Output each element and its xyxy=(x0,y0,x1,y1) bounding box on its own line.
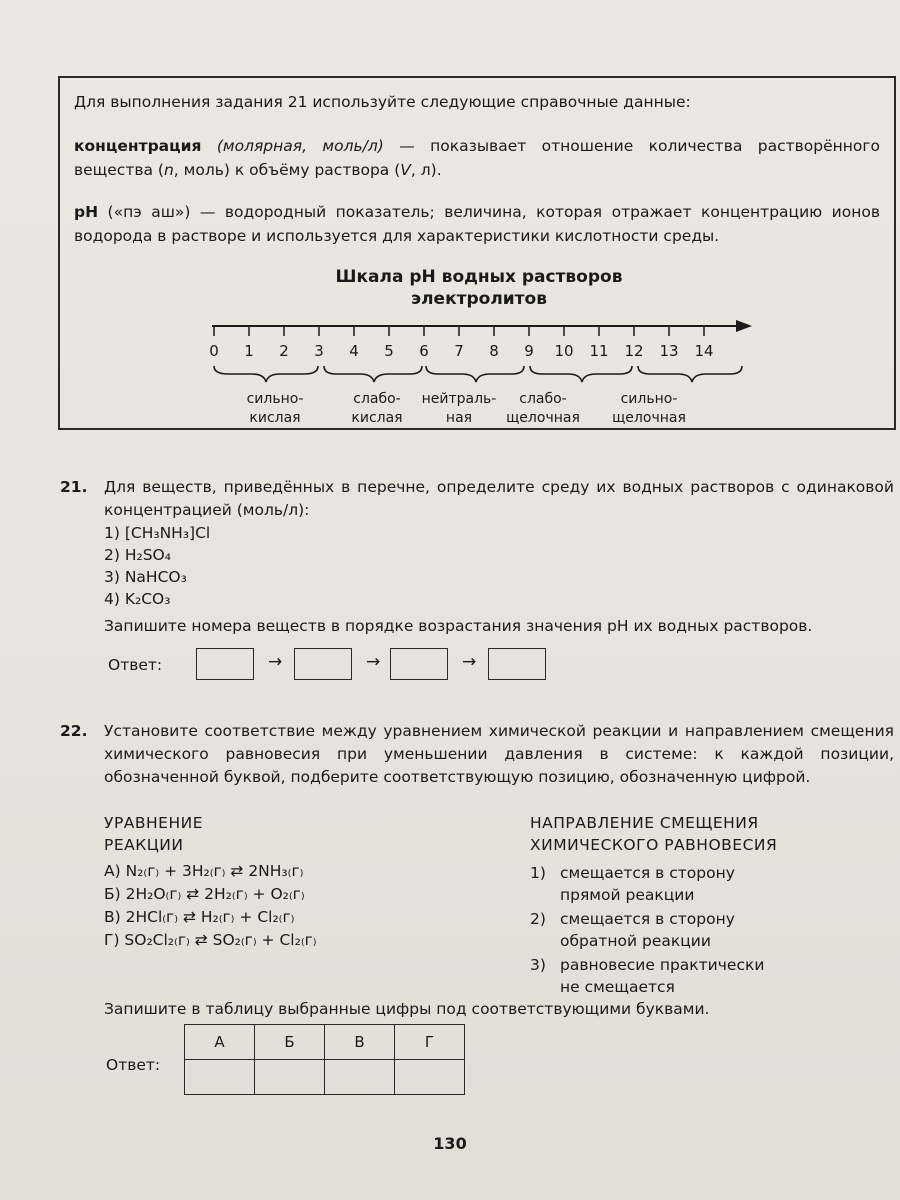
reactions-list xyxy=(104,860,317,952)
reaction-b: Б) 2H₂O₍г₎ ⇄ 2H₂₍г₎ + O₂₍г₎ xyxy=(104,885,305,903)
reaction-v: В) 2HCl₍г₎ ⇄ H₂₍г₎ + Cl₂₍г₎ xyxy=(104,908,295,926)
reaction-header-line1: УРАВНЕНИЕ xyxy=(104,814,204,832)
reference-intro: Для выполнения задания 21 используйте следующие справочные данные: xyxy=(74,93,691,111)
ph-tick-label-11: 11 xyxy=(589,342,609,360)
direction-2-l2: обратной реакции xyxy=(560,932,711,950)
task-21-number: 21. xyxy=(60,478,88,496)
ph-scale-title xyxy=(60,266,898,310)
direction-column-header xyxy=(530,812,777,856)
label-strong-acid-l2: кислая xyxy=(249,410,301,426)
direction-1-l1: смещается в сторону xyxy=(560,864,735,882)
ph-tick-label-14: 14 xyxy=(694,342,714,360)
reaction-g: Г) SO₂Cl₂₍г₎ ⇄ SO₂₍г₎ + Cl₂₍г₎ xyxy=(104,931,317,949)
label-neutral-l1: нейтраль- xyxy=(421,391,497,407)
answer-table xyxy=(184,1024,465,1095)
brace-weak-base xyxy=(530,366,632,382)
answer-box-1[interactable] xyxy=(196,648,254,680)
arrow-1: → xyxy=(268,652,283,672)
ph-tick-label-6: 6 xyxy=(419,342,429,360)
concentration-text-3: , л). xyxy=(410,161,442,179)
label-strong-acid xyxy=(220,390,330,428)
ph-text: («пэ аш») — водородный показатель; величина, которая отражает концентрацию ионов водорода в растворе и используется для характеристики кислотности среды. xyxy=(74,203,880,245)
task-22-answer-label: Ответ: xyxy=(106,1056,161,1074)
reaction-a: А) N₂₍г₎ + 3H₂₍г₎ ⇄ 2NH₃₍г₎ xyxy=(104,862,304,880)
task-21-item-2: 2) H₂SO₄ xyxy=(104,546,171,564)
answer-table-header xyxy=(185,1025,465,1060)
arrow-3: → xyxy=(462,652,477,672)
ph-definition xyxy=(74,200,880,248)
answer-table-row xyxy=(185,1060,465,1095)
ph-scale-title-line1: Шкала pH водных растворов xyxy=(335,267,623,287)
task-21-text: Для веществ, приведённых в перечне, определите среду их водных растворов с одинаковой концентрацией (моль/л): xyxy=(104,478,894,519)
label-weak-base xyxy=(488,390,598,428)
brace-strong-acid xyxy=(214,366,318,382)
task-22-number: 22. xyxy=(60,722,88,740)
direction-header-line2: ХИМИЧЕСКОГО РАВНОВЕСИЯ xyxy=(530,836,778,854)
label-strong-base xyxy=(594,390,704,428)
column-g: Г xyxy=(395,1025,465,1060)
label-neutral-l2: ная xyxy=(445,410,473,426)
ph-tick-label-3: 3 xyxy=(314,342,324,360)
ph-scale-tick-labels xyxy=(209,342,713,360)
ph-tick-label-2: 2 xyxy=(279,342,289,360)
ph-scale-arrowhead xyxy=(736,320,752,332)
task-21-item-4: 4) K₂CO₃ xyxy=(104,590,171,608)
concentration-units: (молярная, моль/л) xyxy=(216,137,384,155)
task-21-item-1: 1) [CH₃NH₃]Cl xyxy=(104,524,211,542)
direction-2-text xyxy=(560,908,735,952)
reference-box xyxy=(58,76,896,430)
task-21-instruction: Запишите номера веществ в порядке возрастания значения pH их водных растворов. xyxy=(104,617,813,635)
ph-tick-label-9: 9 xyxy=(524,342,534,360)
direction-1-text xyxy=(560,862,735,906)
brace-neutral xyxy=(426,366,524,382)
directions-list xyxy=(530,862,764,998)
direction-1-l2: прямой реакции xyxy=(560,886,695,904)
concentration-term: концентрация xyxy=(74,137,202,155)
answer-box-4[interactable] xyxy=(488,648,546,680)
arrow-2: → xyxy=(366,652,381,672)
concentration-text-2: , моль) к объёму раствора ( xyxy=(173,161,401,179)
task-22-text: Установите соответствие между уравнением химической реакции и направлением смещения химического равновесия при уменьшении давления в системе: к каждой позиции, обозначенной буквой, подберите соответствующую позицию, обозначенную цифрой. xyxy=(104,722,894,786)
concentration-text-1: — показывает отношение количества растворённого вещества ( xyxy=(74,137,880,179)
answer-cell-a[interactable] xyxy=(185,1060,255,1095)
label-weak-acid-l1: слабо- xyxy=(353,391,401,407)
column-a: А xyxy=(185,1025,255,1060)
ph-tick-label-7: 7 xyxy=(454,342,464,360)
label-weak-acid-l2: кислая xyxy=(351,410,403,426)
label-strong-base-l2: щелочная xyxy=(612,410,686,426)
direction-3-text xyxy=(560,954,764,998)
answer-box-3[interactable] xyxy=(390,648,448,680)
direction-1 xyxy=(530,862,764,906)
answer-cell-g[interactable] xyxy=(395,1060,465,1095)
task-22-instruction: Запишите в таблицу выбранные цифры под соответствующими буквами. xyxy=(104,1000,710,1018)
ph-scale-title-line2: электролитов xyxy=(411,289,547,309)
ph-term: pH xyxy=(74,203,99,221)
ph-tick-label-10: 10 xyxy=(554,342,574,360)
direction-2-l1: смещается в сторону xyxy=(560,910,735,928)
column-b: Б xyxy=(255,1025,325,1060)
ph-tick-label-1: 1 xyxy=(244,342,254,360)
direction-1-num: 1) xyxy=(530,864,546,882)
direction-3-l1: равновесие практически xyxy=(560,956,765,974)
task-21-answer-label: Ответ: xyxy=(108,656,163,674)
brace-strong-base xyxy=(638,366,742,382)
brace-weak-acid xyxy=(324,366,422,382)
direction-2 xyxy=(530,908,764,952)
label-weak-base-l2: щелочная xyxy=(506,410,580,426)
direction-3-l2: не смещается xyxy=(560,978,675,996)
reaction-column-header xyxy=(104,812,203,856)
reaction-header-line2: РЕАКЦИИ xyxy=(104,836,184,854)
ph-scale-ticks xyxy=(214,326,704,336)
label-weak-base-l1: слабо- xyxy=(519,391,567,407)
ph-tick-label-13: 13 xyxy=(659,342,679,360)
answer-cell-v[interactable] xyxy=(325,1060,395,1095)
symbol-n: n xyxy=(163,161,174,179)
direction-3 xyxy=(530,954,764,998)
ph-tick-label-5: 5 xyxy=(384,342,394,360)
label-strong-acid-l1: сильно- xyxy=(246,391,304,407)
ph-tick-label-8: 8 xyxy=(489,342,499,360)
task-21-items xyxy=(104,522,210,610)
ph-tick-label-12: 12 xyxy=(624,342,644,360)
concentration-definition xyxy=(74,134,880,182)
task-21-item-3: 3) NaHCO₃ xyxy=(104,568,187,586)
answer-box-2[interactable] xyxy=(294,648,352,680)
ph-scale-braces xyxy=(214,366,742,382)
symbol-v: V xyxy=(400,161,411,179)
direction-3-num: 3) xyxy=(530,956,546,974)
ph-tick-label-4: 4 xyxy=(349,342,359,360)
answer-cell-b[interactable] xyxy=(255,1060,325,1095)
page-number: 130 xyxy=(433,1134,467,1153)
ph-tick-label-0: 0 xyxy=(209,342,219,360)
direction-2-num: 2) xyxy=(530,910,546,928)
direction-header-line1: НАПРАВЛЕНИЕ СМЕЩЕНИЯ xyxy=(530,814,759,832)
label-strong-base-l1: сильно- xyxy=(620,391,678,407)
column-v: В xyxy=(325,1025,395,1060)
